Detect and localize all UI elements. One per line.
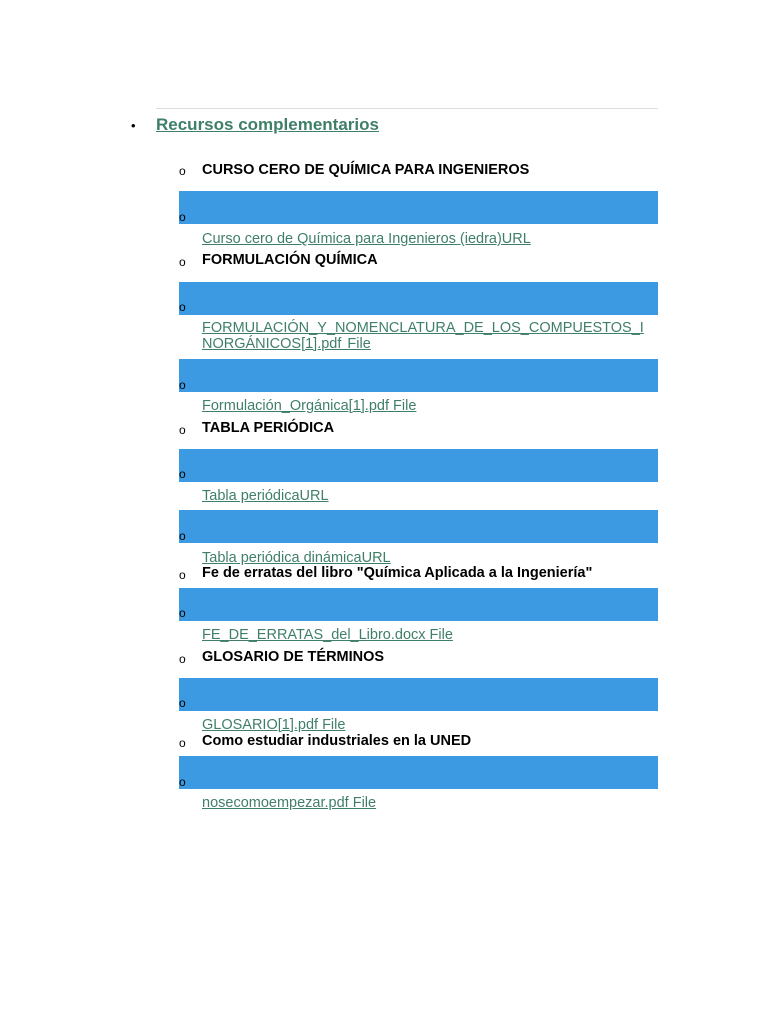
resource-bar — [179, 191, 658, 224]
group-heading-tabla-periodica: TABLA PERIÓDICA — [202, 420, 335, 436]
resource-link-como-empezar[interactable]: nosecomoempezar.pdf File — [202, 795, 377, 811]
resource-link-fe-de-erratas[interactable]: FE_DE_ERRATAS_del_Libro.docx File — [202, 627, 453, 643]
section-bullet: • — [131, 118, 136, 133]
group-heading-curso-cero: CURSO CERO DE QUÍMICA PARA INGENIEROS — [202, 162, 530, 178]
heading-marker: o — [179, 255, 186, 269]
resource-marker: o — [179, 378, 186, 392]
group-heading-fe-de-erratas: Fe de erratas del libro "Química Aplicada a la Ingeniería" — [202, 565, 593, 581]
heading-marker: o — [179, 652, 186, 666]
group-heading-glosario: GLOSARIO DE TÉRMINOS — [202, 649, 385, 665]
heading-marker: o — [179, 568, 186, 582]
resource-link-curso-cero[interactable]: Curso cero de Química para Ingenieros (iedra)URL — [202, 231, 531, 247]
heading-marker: o — [179, 736, 186, 750]
resource-link-tabla-dinamica[interactable]: Tabla periódica dinámicaURL — [202, 550, 391, 566]
resource-link-tabla-periodica[interactable]: Tabla periódicaURL — [202, 488, 329, 504]
resource-marker: o — [179, 529, 186, 543]
resource-link-glosario[interactable]: GLOSARIO[1].pdf File — [202, 717, 346, 733]
resource-bar — [179, 678, 658, 711]
resource-marker: o — [179, 775, 186, 789]
resource-link-formulacion-inorganica[interactable]: FORMULACIÓN_Y_NOMENCLATURA_DE_LOS_COMPUESTOS_I NORGÁNICOS[1].pdf File — [202, 320, 644, 352]
resource-bar — [179, 510, 658, 543]
section-title-link[interactable]: Recursos complementarios — [156, 115, 379, 134]
heading-marker: o — [179, 423, 186, 437]
resource-bar — [179, 359, 658, 392]
resource-marker: o — [179, 300, 186, 314]
resource-bar — [179, 588, 658, 621]
resource-marker: o — [179, 606, 186, 620]
group-heading-formulacion: FORMULACIÓN QUÍMICA — [202, 252, 378, 268]
resource-link-formulacion-organica[interactable]: Formulación_Orgánica[1].pdf File — [202, 398, 417, 414]
resource-bar — [179, 282, 658, 315]
resource-marker: o — [179, 467, 186, 481]
resource-marker: o — [179, 696, 186, 710]
heading-marker: o — [179, 164, 186, 178]
resource-marker: o — [179, 210, 186, 224]
section-divider — [156, 108, 658, 109]
group-heading-como-estudiar: Como estudiar industriales en la UNED — [202, 733, 472, 749]
resource-bar — [179, 449, 658, 482]
resource-bar — [179, 756, 658, 789]
